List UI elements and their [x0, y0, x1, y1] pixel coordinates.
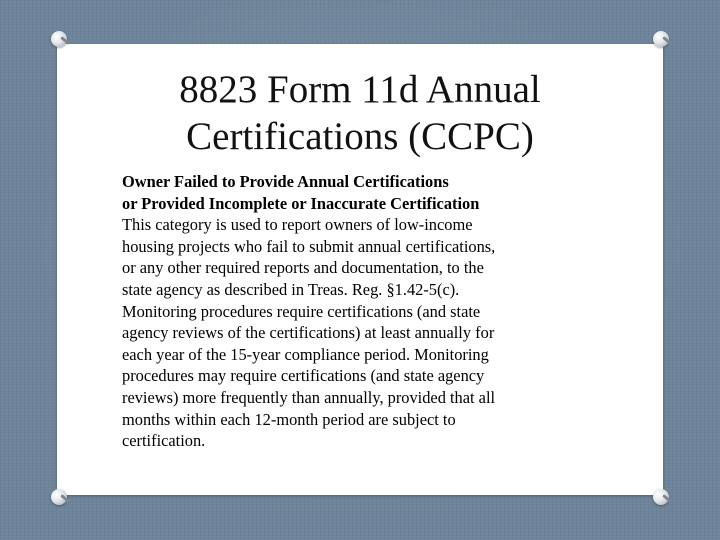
- subtitle-line-2: or Provided Incomplete or Inaccurate Certification: [122, 193, 480, 213]
- body-line: certification.: [122, 431, 206, 451]
- body-line: months within each 12-month period are subject to: [122, 409, 456, 429]
- pin-icon: [51, 489, 67, 505]
- title-line-1: 8823 Form 11d Annual: [179, 68, 541, 111]
- slide-body: [122, 171, 597, 452]
- pin-icon: [653, 31, 669, 47]
- body-line: housing projects who fail to submit annual certifications,: [122, 236, 496, 256]
- body-line: reviews) more frequently than annually, provided that all: [122, 387, 496, 407]
- body-line: This category is used to report owners of low-income: [122, 215, 473, 235]
- title-line-2: Certifications (CCPC): [186, 115, 534, 158]
- body-line: each year of the 15-year compliance period. Monitoring: [122, 344, 489, 364]
- pin-icon: [653, 489, 669, 505]
- body-line: or any other required reports and documentation, to the: [122, 258, 484, 278]
- pin-icon: [51, 31, 67, 47]
- body-line: agency reviews of the certifications) at least annually for: [122, 323, 495, 343]
- body-line: procedures may require certifications (and state agency: [122, 366, 485, 386]
- subtitle-line-1: Owner Failed to Provide Annual Certifications: [122, 172, 449, 191]
- body-line: Monitoring procedures require certifications (and state: [122, 301, 481, 321]
- body-line: state agency as described in Treas. Reg. §1.42-5(c).: [122, 279, 460, 299]
- slide-title: [0, 66, 720, 160]
